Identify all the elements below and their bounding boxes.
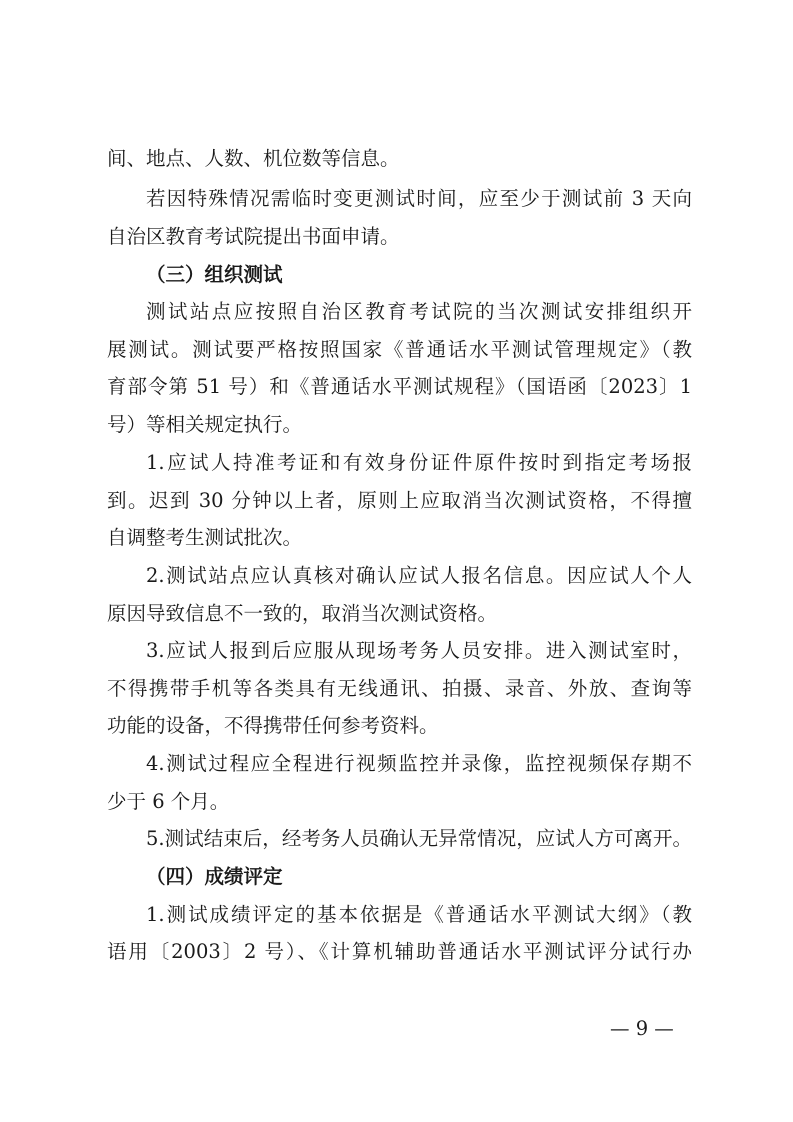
body-line: 少于 6 个月。 bbox=[107, 790, 230, 813]
body-line: 1.应试人持准考证和有效身份证件原件按时到指定考场报 bbox=[146, 451, 692, 474]
section-heading: （三）组织测试 bbox=[146, 263, 283, 286]
body-line: 5.测试结束后，经考务人员确认无异常情况，应试人方可离开。 bbox=[146, 827, 692, 850]
body-line: 号）等相关规定执行。 bbox=[107, 413, 303, 436]
body-line: 自调整考生测试批次。 bbox=[107, 526, 303, 549]
body-line: 测试站点应按照自治区教育考试院的当次测试安排组织开 bbox=[146, 300, 692, 323]
body-line: 1.测试成绩评定的基本依据是《普通话水平测试大纲》（教 bbox=[146, 903, 692, 926]
body-line: 不得携带手机等各类具有无线通讯、拍摄、录音、外放、查询等 bbox=[107, 677, 692, 700]
body-line: 原因导致信息不一致的，取消当次测试资格。 bbox=[107, 602, 498, 625]
body-line: 4.测试过程应全程进行视频监控并录像，监控视频保存期不 bbox=[146, 752, 692, 775]
page-number: — 9 — bbox=[610, 1017, 674, 1040]
body-line: 功能的设备，不得携带任何参考资料。 bbox=[107, 714, 439, 737]
body-line: 自治区教育考试院提出书面申请。 bbox=[107, 225, 400, 248]
body-line: 语用〔2003〕2 号）、《计算机辅助普通话水平测试评分试行办 bbox=[107, 940, 692, 963]
body-line: 展测试。测试要严格按照国家《普通话水平测试管理规定》（教 bbox=[107, 338, 692, 361]
body-line: 间、地点、人数、机位数等信息。 bbox=[107, 147, 400, 170]
body-line: 3.应试人报到后应服从现场考务人员安排。进入测试室时， bbox=[146, 639, 692, 662]
body-line: 育部令第 51 号）和《普通话水平测试规程》（国语函〔2023〕1 bbox=[107, 375, 692, 398]
body-line: 到。迟到 30 分钟以上者，原则上应取消当次测试资格，不得擅 bbox=[107, 489, 692, 512]
body-line: 若因特殊情况需临时变更测试时间，应至少于测试前 3 天向 bbox=[146, 187, 692, 210]
section-heading: （四）成绩评定 bbox=[146, 865, 283, 888]
body-line: 2.测试站点应认真核对确认应试人报名信息。因应试人个人 bbox=[146, 564, 692, 587]
